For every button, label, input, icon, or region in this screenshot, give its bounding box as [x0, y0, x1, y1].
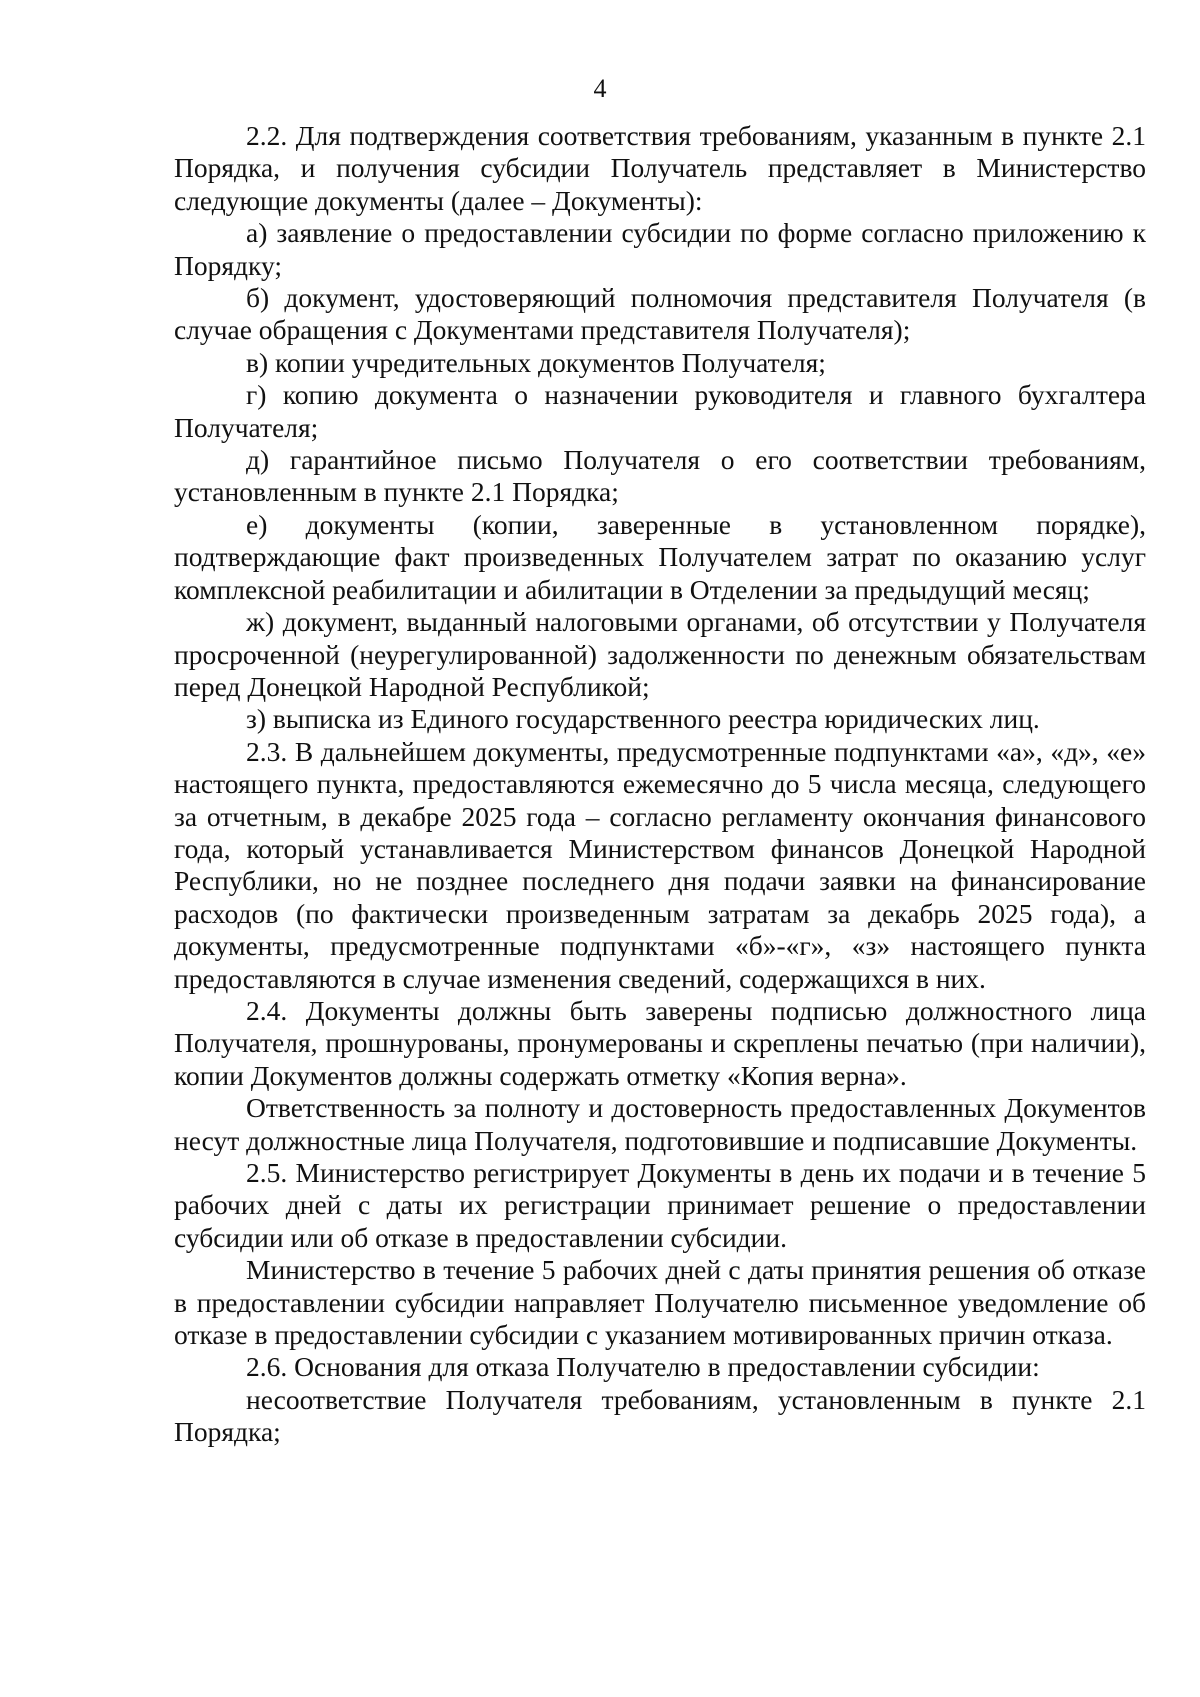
list-item-v: в) копии учредительных документов Получателя;: [246, 346, 826, 378]
paragraph-refusal-notice: Министерство в течение 5 рабочих дней с даты принятия решения об отказе в предоставлении субсидии направляет Получателю письменное уведомление об отказе в предоставлении субсидии с указанием мотивированных причин отказа.: [174, 1254, 1146, 1351]
refusal-ground-item: несоответствие Получателя требованиям, установленным в пункте 2.1 Порядка;: [174, 1383, 1146, 1448]
paragraph-2-2: 2.2. Для подтверждения соответствия требованиям, указанным в пункте 2.1 Порядка, и получения субсидии Получатель представляет в Министерство следующие документы (далее – Документы):: [174, 120, 1146, 216]
paragraph-2-5: 2.5. Министерство регистрирует Документы в день их подачи и в течение 5 рабочих дней с даты их регистрации принимает решение о предоставлении субсидии или об отказе в предоставлении субсидии.: [174, 1157, 1146, 1253]
list-item-zh: ж) документ, выданный налоговыми органами, об отсутствии у Получателя просроченной (неурегулированной) задолженности по денежным обязательствам перед Донецкой Народной Республикой;: [174, 606, 1146, 702]
paragraph-2-6: 2.6. Основания для отказа Получателю в предоставлении субсидии:: [246, 1351, 1040, 1383]
list-item-g: г) копию документа о назначении руководителя и главного бухгалтера Получателя;: [174, 379, 1146, 443]
paragraph-2-4: 2.4. Документы должны быть заверены подписью должностного лица Получателя, прошнурованы, пронумерованы и скреплены печатью (при наличии), копии Документов должны содержать отметку «Копия верна».: [174, 994, 1146, 1091]
list-item-b: б) документ, удостоверяющий полномочия представителя Получателя (в случае обращения с Документами представителя Получателя);: [174, 282, 1146, 346]
list-item-z: з) выписка из Единого государственного реестра юридических лиц.: [246, 703, 1040, 735]
paragraph-2-3: 2.3. В дальнейшем документы, предусмотренные подпунктами «а», «д», «е» настоящего пункта, предоставляются ежемесячно до 5 числа месяца, следующего за отчетным, в декабре 2025 года – согласно регламенту окончания финансового года, который устанавливается Министерством финансов Донецкой Народной Республики, но не позднее последнего дня подачи заявки на финансирование расходов (по фактически произведенным затратам за декабрь 2025 года), а документы, предусмотренные подпунктами «б»-«г», «з» настоящего пункта предоставляются в случае изменения сведений, содержащихся в них.: [174, 735, 1146, 994]
page-number: 4: [593, 74, 607, 103]
list-item-a: а) заявление о предоставлении субсидии по форме согласно приложению к Порядку;: [174, 217, 1146, 281]
list-item-e: е) документы (копии, заверенные в установленном порядке), подтверждающие факт произведенных Получателем затрат по оказанию услуг комплексной реабилитации и абилитации в Отделении за предыдущий месяц;: [174, 508, 1146, 605]
list-item-d: д) гарантийное письмо Получателя о его соответствии требованиям, установленным в пункте 2.1 Порядка;: [174, 444, 1146, 508]
document-body: [174, 120, 1146, 1449]
paragraph-responsibility: Ответственность за полноту и достоверность предоставленных Документов несут должностные лица Получателя, подготовившие и подписавшие Документы.: [174, 1092, 1146, 1156]
